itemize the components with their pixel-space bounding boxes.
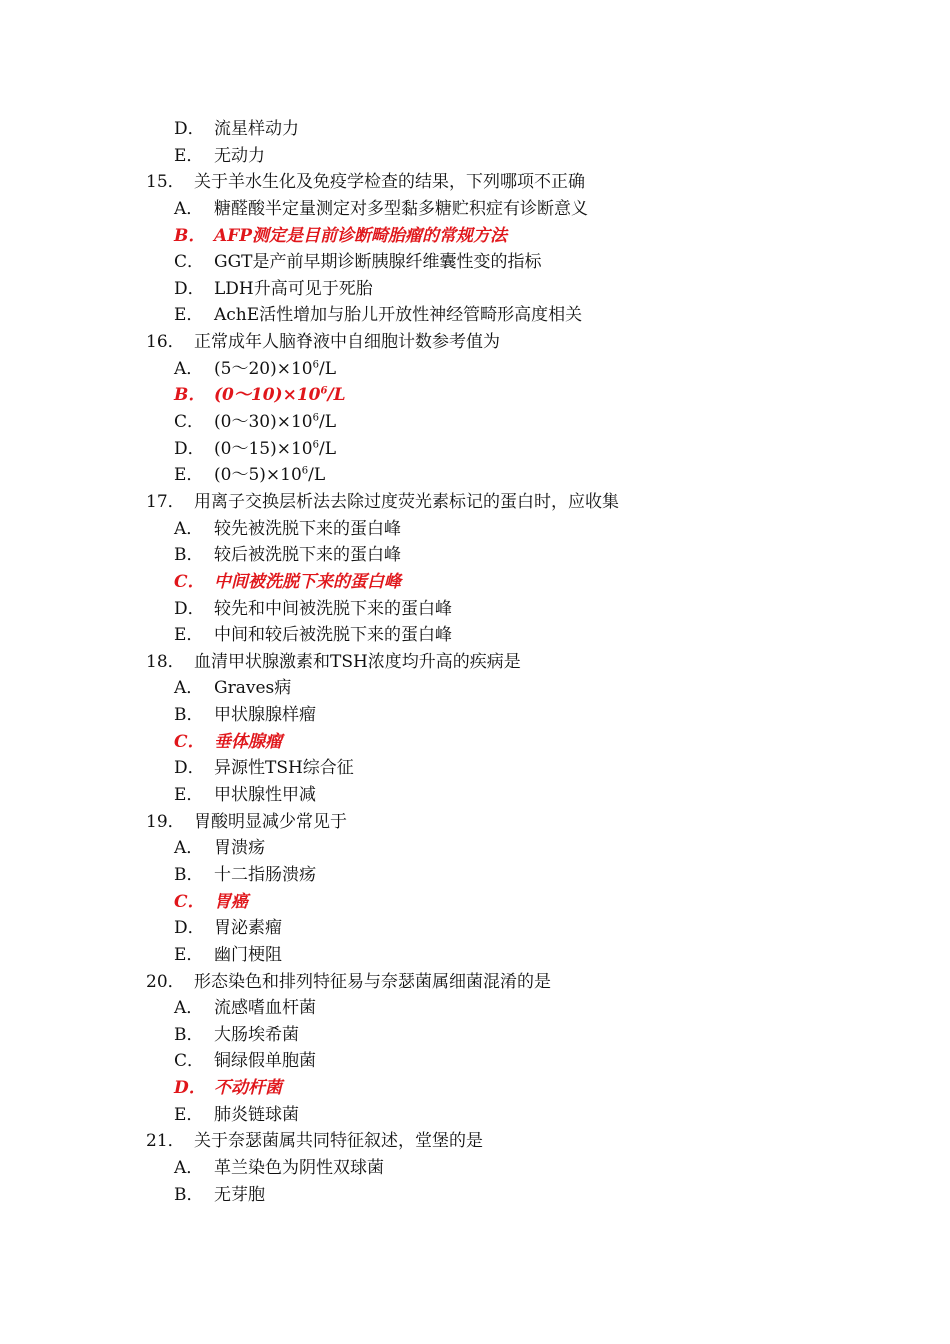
exam-document (0, 116, 950, 1208)
question-stem (0, 329, 950, 356)
answer-option-correct (0, 1075, 950, 1102)
option-text-main: (5～20)×10 (214, 358, 313, 379)
option-text-main: (0～15)×10 (214, 438, 313, 459)
option-letter: E． (174, 785, 204, 806)
exponent: 6 (312, 439, 319, 451)
option-letter: E． (174, 1104, 204, 1125)
option-text (214, 675, 291, 702)
option-text-main: Graves病 (214, 678, 292, 699)
option-text (214, 782, 316, 809)
option-text-main: 流星样动力 (214, 119, 299, 139)
option-text (214, 889, 248, 916)
exponent: 6 (312, 412, 319, 424)
option-text-main: 垂体腺瘤 (214, 731, 282, 752)
option-text (214, 249, 542, 276)
option-text-main: 甲状腺性甲减 (214, 785, 316, 806)
question-stem (0, 1128, 950, 1155)
answer-option (0, 1182, 950, 1209)
option-text (214, 436, 336, 463)
answer-option (0, 675, 950, 702)
option-text (214, 516, 401, 543)
option-text (214, 223, 507, 250)
question-text: 关于羊水生化及免疫学检查的结果，下列哪项不正确 (194, 172, 585, 193)
option-letter: C． (174, 731, 205, 752)
answer-option (0, 1022, 950, 1049)
option-letter: D． (174, 278, 205, 299)
answer-option (0, 1155, 950, 1182)
option-text-main: 革兰染色为阴性双球菌 (214, 1157, 384, 1178)
option-text-main: AchE活性增加与胎儿开放性神经管畸形高度相关 (214, 305, 583, 326)
answer-option-correct (0, 889, 950, 916)
option-text (214, 862, 316, 889)
question-text: 胃酸明显减少常见于 (194, 811, 347, 832)
option-text-main: LDH升高可见于死胎 (214, 278, 373, 299)
option-letter: D． (174, 119, 205, 139)
option-letter: C． (174, 891, 205, 912)
unit-suffix: /L (318, 438, 336, 459)
answer-option (0, 1048, 950, 1075)
option-letter: A． (174, 358, 204, 379)
option-text-main: 胃泌素瘤 (214, 918, 282, 939)
answer-option-correct (0, 223, 950, 250)
option-text (214, 382, 346, 409)
option-text-main: (0～5)×10 (214, 465, 302, 486)
question-text: 用离子交换层析法去除过度荧光素标记的蛋白时，应收集 (194, 491, 619, 512)
option-letter: B． (174, 1024, 204, 1045)
question-number: 15． (146, 172, 185, 193)
answer-option (0, 356, 950, 383)
option-text (214, 276, 373, 303)
option-text (214, 755, 354, 782)
option-text (214, 1182, 265, 1209)
option-letter: C． (174, 412, 205, 433)
answer-option-correct (0, 729, 950, 756)
option-text (214, 356, 336, 383)
answer-option (0, 249, 950, 276)
option-letter: A． (174, 998, 204, 1019)
exponent: 6 (320, 385, 328, 397)
question-number: 19． (146, 811, 185, 832)
option-text (214, 729, 282, 756)
question-number: 20． (146, 971, 185, 992)
option-text-main: 幽门梗阻 (214, 944, 282, 965)
option-text-main: 中间被洗脱下来的蛋白峰 (214, 571, 401, 592)
option-letter: A． (174, 198, 204, 219)
option-text (214, 542, 401, 569)
option-text-main: (0～30)×10 (214, 412, 313, 433)
answer-option (0, 516, 950, 543)
answer-option (0, 942, 950, 969)
question-number: 17． (146, 491, 185, 512)
option-text (214, 462, 325, 489)
option-letter: A． (174, 678, 204, 699)
answer-option (0, 835, 950, 862)
option-text (214, 1048, 316, 1075)
question-stem (0, 969, 950, 996)
option-text-main: 大肠埃希菌 (214, 1024, 299, 1045)
answer-option (0, 436, 950, 463)
answer-option (0, 596, 950, 623)
answer-option (0, 782, 950, 809)
answer-option (0, 116, 950, 143)
option-text-main: 肺炎链球菌 (214, 1104, 299, 1125)
option-text (214, 1075, 282, 1102)
option-letter: E． (174, 944, 204, 965)
answer-option-correct (0, 382, 950, 409)
option-text (214, 995, 316, 1022)
option-text (214, 702, 316, 729)
option-text (214, 942, 282, 969)
question-text: 形态染色和排列特征易与奈瑟菌属细菌混淆的是 (194, 971, 551, 992)
option-text-main: (0～10)×10 (214, 385, 321, 406)
answer-option (0, 915, 950, 942)
option-text (214, 1155, 384, 1182)
option-letter: D． (174, 758, 205, 779)
option-text-main: 异源性TSH综合征 (214, 758, 354, 779)
question-stem (0, 169, 950, 196)
option-letter: D． (174, 1078, 206, 1099)
unit-suffix: /L (318, 358, 336, 379)
option-text (214, 835, 265, 862)
answer-option (0, 542, 950, 569)
option-letter: A． (174, 1157, 204, 1178)
option-letter: B． (174, 545, 204, 566)
option-text (214, 116, 299, 143)
unit-suffix: /L (327, 385, 346, 406)
unit-suffix: /L (318, 412, 336, 433)
answer-option-correct (0, 569, 950, 596)
option-letter: A． (174, 838, 204, 859)
question-number: 16． (146, 332, 185, 353)
option-letter: E． (174, 145, 204, 166)
answer-option (0, 702, 950, 729)
option-text-main: 胃癌 (214, 891, 248, 912)
option-text-main: 不动杆菌 (214, 1078, 282, 1099)
option-text (214, 143, 265, 170)
unit-suffix: /L (308, 465, 326, 486)
option-text (214, 409, 336, 436)
option-text-main: 胃溃疡 (214, 838, 265, 859)
option-letter: B． (174, 385, 206, 406)
exponent: 6 (301, 465, 309, 477)
option-letter: D． (174, 598, 205, 619)
answer-option (0, 462, 950, 489)
option-text-main: AFP测定是目前诊断畸胎瘤的常规方法 (214, 225, 508, 246)
question-text: 关于奈瑟菌属共同特征叙述，堂堡的是 (194, 1131, 483, 1152)
option-letter: B． (174, 225, 206, 246)
option-text-main: 无动力 (214, 145, 265, 166)
option-letter: B． (174, 1184, 204, 1205)
option-text (214, 1022, 299, 1049)
question-stem (0, 809, 950, 836)
answer-option (0, 143, 950, 170)
option-text-main: 十二指肠溃疡 (214, 864, 316, 885)
option-letter: B． (174, 705, 204, 726)
option-text-main: 甲状腺腺样瘤 (214, 705, 316, 726)
answer-option (0, 276, 950, 303)
question-number: 18． (146, 651, 185, 672)
answer-option (0, 862, 950, 889)
option-text-main: 流感嗜血杆菌 (214, 998, 316, 1019)
option-letter: E． (174, 465, 204, 486)
answer-option (0, 1102, 950, 1129)
answer-option (0, 995, 950, 1022)
option-letter: E． (174, 625, 204, 646)
option-letter: D． (174, 918, 205, 939)
option-letter: C． (174, 571, 205, 592)
answer-option (0, 755, 950, 782)
option-letter: C． (174, 1051, 205, 1072)
question-stem (0, 489, 950, 516)
option-text-main: 较先和中间被洗脱下来的蛋白峰 (214, 598, 452, 619)
question-text: 血清甲状腺激素和TSH浓度均升高的疾病是 (194, 651, 521, 672)
option-text-main: 中间和较后被洗脱下来的蛋白峰 (214, 625, 452, 646)
option-text-main: 铜绿假单胞菌 (214, 1051, 316, 1072)
option-text (214, 302, 582, 329)
option-text (214, 596, 452, 623)
option-letter: C． (174, 252, 205, 273)
exponent: 6 (312, 359, 319, 371)
option-text (214, 622, 452, 649)
option-text-main: GGT是产前早期诊断胰腺纤维囊性变的指标 (214, 252, 542, 273)
option-text (214, 196, 588, 223)
answer-option (0, 302, 950, 329)
option-text-main: 无芽胞 (214, 1184, 265, 1205)
option-letter: B． (174, 864, 204, 885)
option-text (214, 915, 282, 942)
option-text (214, 1102, 299, 1129)
answer-option (0, 196, 950, 223)
question-number: 21． (146, 1131, 185, 1152)
option-text-main: 糖醛酸半定量测定对多型黏多糖贮积症有诊断意义 (214, 198, 588, 219)
answer-option (0, 409, 950, 436)
option-letter: D． (174, 438, 205, 459)
option-letter: A． (174, 518, 204, 539)
option-text (214, 569, 401, 596)
option-text-main: 较后被洗脱下来的蛋白峰 (214, 545, 401, 566)
question-stem (0, 649, 950, 676)
option-letter: E． (174, 305, 204, 326)
question-text: 正常成年人脑脊液中自细胞计数参考值为 (194, 332, 500, 353)
answer-option (0, 622, 950, 649)
option-text-main: 较先被洗脱下来的蛋白峰 (214, 518, 401, 539)
